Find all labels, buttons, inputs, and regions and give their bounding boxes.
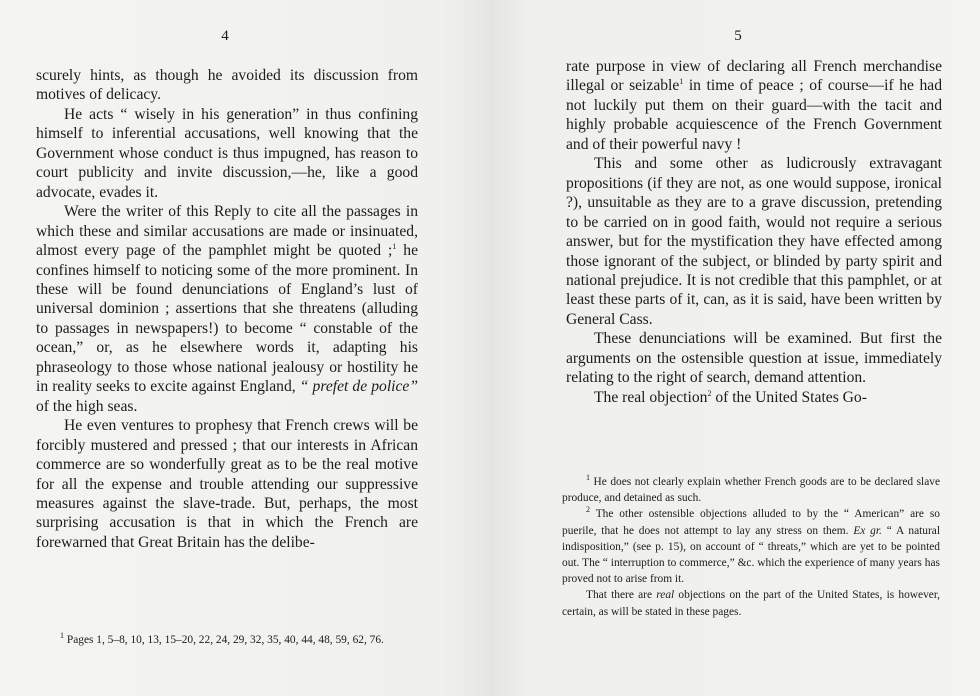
footnote-text: “ A natural indisposition,” (see p. 15), on account of “ threats,” which are yet to be pointed out. The “ interruption to commerce,” &c. which the experience of many years has proved not to arise from it.	[562, 524, 941, 586]
page-body	[566, 57, 942, 407]
page-number: 5	[734, 28, 742, 44]
footnote-text: Pages 1, 5–8, 10, 13, 15–20, 22, 24, 29, 32, 35, 40, 44, 48, 59, 62, 76.	[66, 634, 384, 646]
footnote	[36, 632, 422, 648]
paragraph-text: in time of peace ; of course—if he had not luckily put them on their guard—with the tacit and highly probable acquiescence of the French Government and of their powerful navy !	[566, 77, 942, 153]
emphasized-phrase: real	[656, 589, 675, 602]
emphasized-phrase: “ prefet de police”	[299, 378, 418, 396]
paragraph	[566, 388, 942, 407]
paragraph: These denunciations will be examined. But first the arguments on the ostensible question at issue, immediately relating to the right of search, demand attention.	[566, 330, 942, 387]
footnote	[562, 506, 940, 587]
page-number: 4	[221, 28, 229, 44]
footnotes	[562, 474, 940, 620]
footnote-mark: 1	[60, 631, 64, 641]
paragraph	[36, 202, 418, 416]
footnote-reference: 1	[392, 241, 397, 251]
paragraph	[566, 57, 942, 154]
paragraph: This and some other as ludicrously extravagant propositions (if they are not, as one would suppose, ironical ?), unsuitable as they are to a grave discussion, pretending to be carried on in good faith, would not require a serious answer, but for the mystification they have effected among those ignorant of the subject, or blinded by party spirit and national prejudice. It is not credible that this pamphlet, or at least these parts of it, can, as it is said, have been written by General Cass.	[566, 155, 942, 328]
footnote-text: He does not clearly explain whether French goods are to be declared slave produce, and detained as such.	[562, 476, 941, 505]
paragraph: He even ventures to prophesy that French crews will be forcibly mustered and pressed ; that our interests in African commerce are so wonderfully great as to be the real motive for all the expense and trouble attending our suppressive measures against the slave-trade. But, perhaps, the most surprising accusation is that in which the French are forewarned that Great Britain has the delibe-	[36, 417, 418, 551]
footnote	[562, 587, 940, 619]
footnote-reference: 2	[707, 388, 712, 398]
page-body	[36, 66, 418, 552]
paragraph-text: Were the writer of this Reply to cite all the passages in which these and similar accusations are made or insinuated, almost every page of the pamphlet might be quoted ;	[36, 203, 418, 260]
footnote-reference: 1	[679, 77, 684, 87]
footnote-text: That there are	[586, 589, 657, 602]
footnote-text: objections on the part of the United States, is however, certain, as will be stated in these pages.	[562, 589, 941, 618]
paragraph-text: he confines himself to noticing some of the more prominent. In these will be found denunciations of England’s lust of universal dominion ; assertions that she threatens (alluding to passages in newspapers!) to become “ constable of the ocean,” or, as he elsewhere words it, adapting his phraseology to those whose national jealousy or hostility he in reality seeks to excite against England,	[36, 242, 418, 396]
right-page	[490, 0, 980, 696]
emphasized-phrase: Ex gr.	[853, 524, 882, 537]
paragraph-text: The real objection	[594, 388, 708, 406]
footnote-mark: 2	[586, 505, 590, 515]
paragraph: scurely hints, as though he avoided its discussion from motives of delicacy.	[36, 67, 418, 104]
paragraph-text: of the United States Go-	[711, 388, 867, 406]
footnote-mark: 1	[586, 473, 590, 483]
paragraph-text: rate purpose in view of declaring all French merchandise illegal or seizable	[566, 58, 942, 95]
footnotes	[36, 632, 422, 648]
footnote-text: The other ostensible objections alluded to by the “ American” are so puerile, that he does not attempt to lay any stress on them.	[562, 508, 940, 537]
footnote	[562, 474, 940, 506]
paragraph-text: of the high seas.	[36, 397, 138, 415]
paragraph: He acts “ wisely in his generation” in thus confining himself to inferential accusations, well knowing that the Government whose conduct is thus impugned, has reason to court publicity and invite discussion,—he, like a good advocate, evades it.	[36, 105, 418, 201]
